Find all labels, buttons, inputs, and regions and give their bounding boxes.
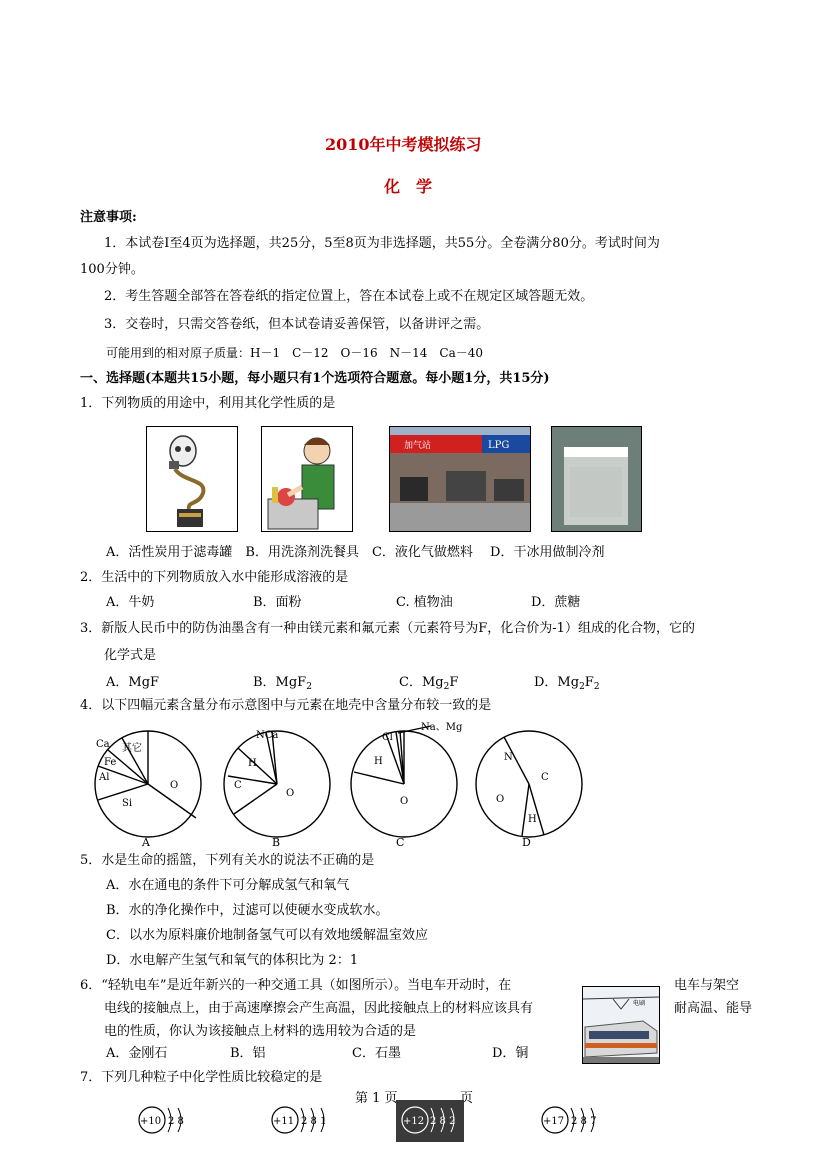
q2-option-d: D．蔗糖 bbox=[531, 595, 581, 610]
q4-pie-diagrams bbox=[86, 718, 586, 850]
particle2-shells: 2 8 1 bbox=[301, 1116, 327, 1127]
pieC-o: O bbox=[400, 796, 409, 807]
pieD-c: C bbox=[541, 772, 549, 783]
q5-option-d: D．水电解产生氢气和氧气的体积比为 2：1 bbox=[106, 953, 359, 968]
notice-item-3: 3．交卷时，只需交答卷纸，但本试卷请妥善保管，以备讲评之需。 bbox=[104, 317, 490, 332]
q6-line1: 6．“轻轨电车”是近年新兴的一种交通工具（如图所示）。当电车开动时，在 bbox=[80, 978, 512, 993]
brush-label: 电刷 bbox=[633, 1000, 646, 1007]
particle3-nucleus: +12 bbox=[403, 1116, 425, 1127]
lpg-sign: LPG bbox=[488, 440, 510, 451]
particle1-shells: 2 8 bbox=[168, 1116, 184, 1127]
gas-station-image bbox=[389, 426, 531, 532]
q7-stem: 7．下列几种粒子中化学性质比较稳定的是 bbox=[80, 1070, 323, 1085]
pieA-si: Si bbox=[122, 798, 133, 809]
pieA-label: A bbox=[142, 836, 150, 849]
notice-heading: 注意事项: bbox=[80, 210, 137, 225]
particle4-nucleus: +17 bbox=[543, 1116, 565, 1127]
pieA-qita: 其它 bbox=[122, 743, 142, 754]
q3-option-d: D．$Mg_2F_2$ bbox=[534, 675, 600, 692]
q3-option-b: B．MgF$_2$ bbox=[253, 675, 312, 692]
pieD-o: O bbox=[496, 794, 505, 805]
q2-stem: 2．生活中的下列物质放入水中能形成溶液的是 bbox=[80, 570, 349, 585]
q5-stem: 5．水是生命的摇篮，下列有关水的说法不正确的是 bbox=[80, 853, 375, 868]
pieA-al: Al bbox=[99, 772, 110, 783]
pieA-o: O bbox=[170, 780, 179, 791]
q3-stem-cont: 化学式是 bbox=[104, 648, 157, 663]
q2-option-b: B．面粉 bbox=[253, 595, 302, 610]
q2-option-a: A．牛奶 bbox=[106, 595, 155, 610]
q5-option-a: A．水在通电的条件下可分解成氢气和氧气 bbox=[106, 878, 350, 893]
exam-title: 2010年中考模拟练习 bbox=[325, 135, 482, 154]
pieB-h: H bbox=[248, 758, 257, 769]
q6-line2-end: 耐高温、能导 bbox=[674, 1001, 753, 1016]
notice-item-1: 1．本试卷Ⅰ至4页为选择题，共25分，5至8页为非选择题，共55分。全卷满分80分。考试时间为 bbox=[104, 236, 660, 251]
q7-particle-diagrams bbox=[130, 1100, 630, 1142]
q1-stem: 1．下列物质的用途中，利用其化学性质的是 bbox=[80, 396, 336, 411]
particle1-nucleus: +10 bbox=[140, 1116, 162, 1127]
q5-option-c: C．以水为原料廉价地制备氢气可以有效地缓解温室效应 bbox=[106, 928, 428, 943]
q3-option-a: A．MgF bbox=[106, 675, 160, 690]
q1-options: A．活性炭用于滤毒罐 B．用洗涤剂洗餐具 C．液化气做燃料 D．干冰用做制冷剂 bbox=[106, 545, 605, 560]
q3-stem: 3．新版人民币中的防伪油墨含有一种由镁元素和氟元素（元素符号为F，化合价为-1）组成的化合物，它的 bbox=[80, 621, 695, 636]
gas-mask-image bbox=[146, 426, 238, 532]
q4-stem: 4．以下四幅元素含量分布示意图中与元素在地壳中含量分布较一致的是 bbox=[80, 698, 492, 713]
page-number: 第 1 页 bbox=[355, 1091, 398, 1106]
pieD-n: N bbox=[504, 752, 513, 763]
q6-option-c: C．石墨 bbox=[352, 1046, 401, 1061]
q6-option-b: B．铝 bbox=[230, 1046, 266, 1061]
particle4-shells: 2 8 7 bbox=[571, 1116, 597, 1127]
pieA-fe: Fe bbox=[104, 757, 117, 768]
pieB-c: C bbox=[234, 780, 242, 791]
page-number-suffix: 页 bbox=[460, 1091, 474, 1106]
q6-option-a: A．金刚石 bbox=[106, 1046, 168, 1061]
atomic-mass-note: 可能用到的相对原子质量：H－1 C－12 O－16 N－14 Ca－40 bbox=[106, 346, 484, 360]
q2-option-c: C. 植物油 bbox=[396, 595, 453, 610]
dry-ice-image bbox=[551, 426, 642, 532]
q6-option-d: D．铜 bbox=[492, 1046, 529, 1061]
light-rail-image bbox=[582, 986, 660, 1064]
pieB-label: B bbox=[272, 836, 281, 849]
q5-option-b: B．水的净化操作中，过滤可以使硬水变成软水。 bbox=[106, 903, 389, 918]
q6-line2: 电线的接触点上，由于高速摩擦会产生高温，因此接触点上的材料应该具有 bbox=[104, 1001, 534, 1016]
pieD-label: D bbox=[522, 836, 531, 849]
notice-item-1-cont: 100分钟。 bbox=[80, 262, 144, 277]
pieC-h: H bbox=[374, 756, 383, 767]
pieB-nca: NCa bbox=[256, 730, 279, 741]
pieA-ca: Ca bbox=[96, 739, 110, 750]
q3-option-c: C．$Mg_2F$ bbox=[399, 675, 459, 692]
washing-dishes-image bbox=[261, 426, 353, 532]
pieC-cl: Cl bbox=[382, 732, 393, 743]
notice-item-2: 2．考生答题全部答在答卷纸的指定位置上，答在本试卷上或不在规定区域答题无效。 bbox=[104, 289, 594, 304]
q6-line1-end: 电车与架空 bbox=[674, 978, 740, 993]
particle3-shells: 2 8 2 bbox=[430, 1116, 456, 1127]
pieB-o: O bbox=[286, 788, 295, 799]
pieC-namg: Na、Mg bbox=[421, 722, 463, 733]
pieD-h: H bbox=[528, 814, 537, 825]
particle2-nucleus: +11 bbox=[273, 1116, 295, 1127]
gas-station-sign: 加气站 bbox=[404, 441, 432, 451]
q6-line3: 电的性质，你认为该接触点上材料的选用较为合适的是 bbox=[104, 1024, 417, 1039]
pieC-label: C bbox=[396, 836, 405, 849]
section1-heading: 一、选择题(本题共15小题，每小题只有1个选项符合题意。每小题1分，共15分) bbox=[80, 371, 550, 386]
subject-title: 化 学 bbox=[384, 177, 433, 196]
